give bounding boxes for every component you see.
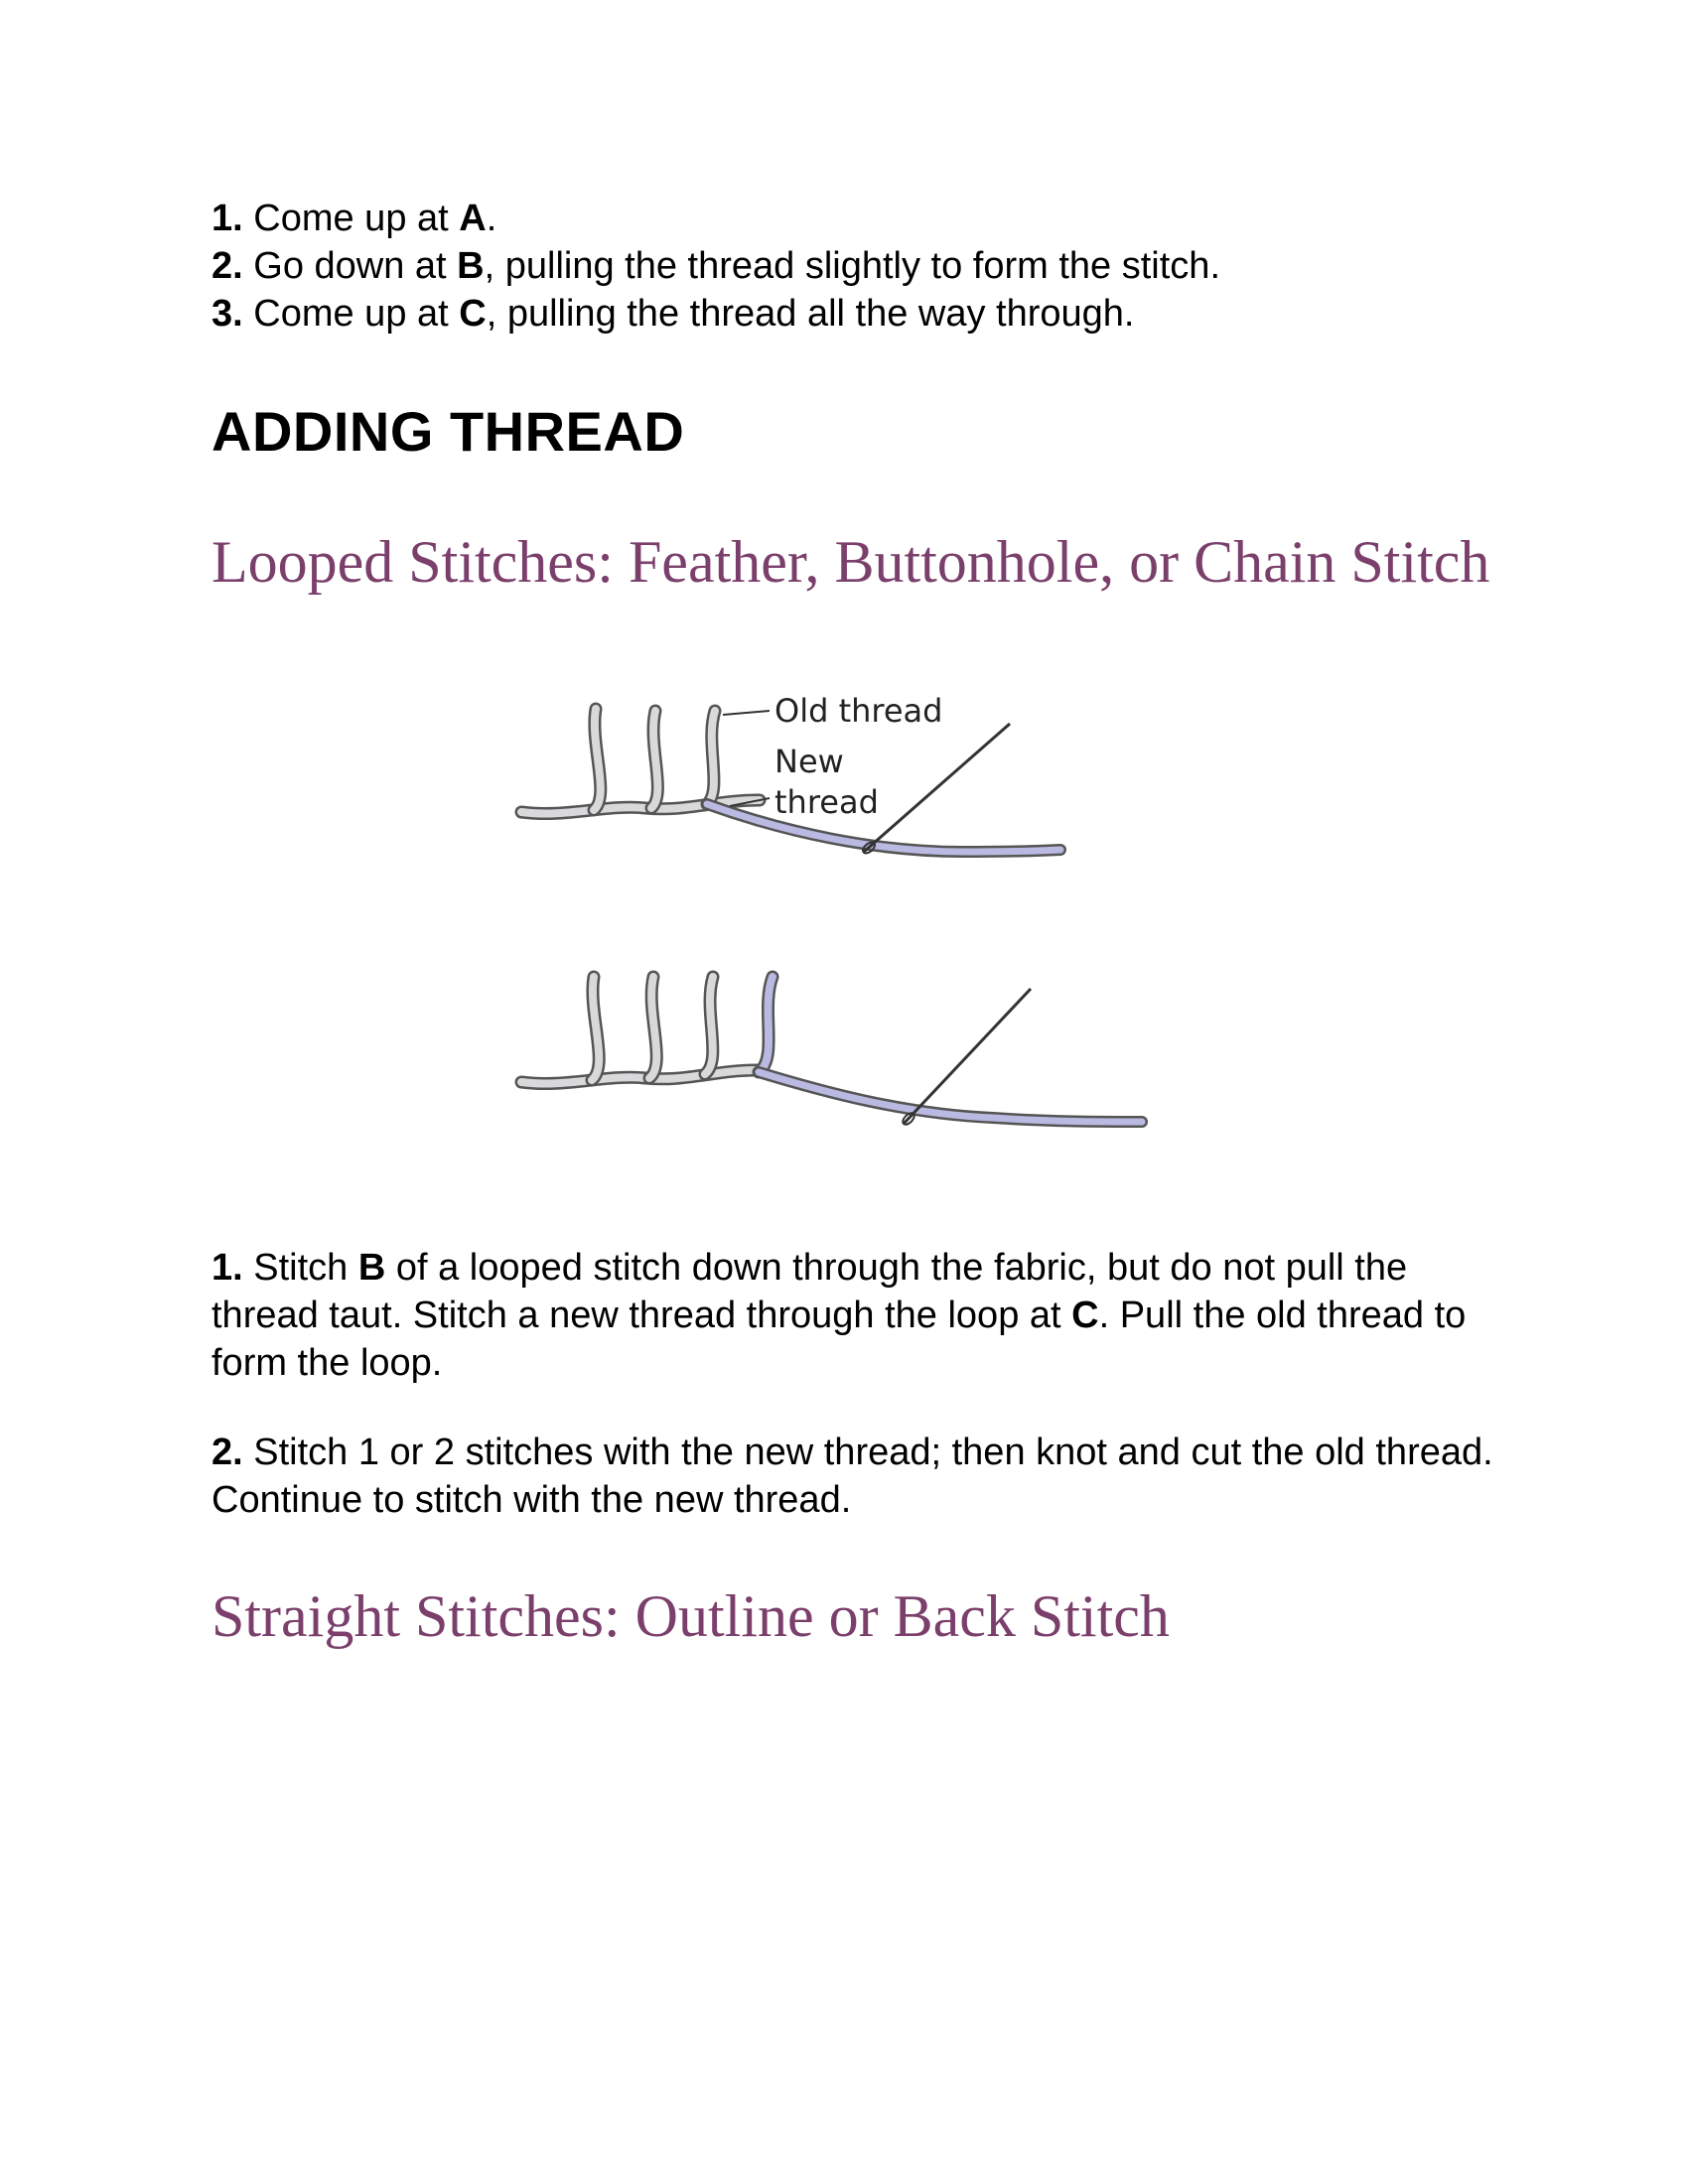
needle bbox=[904, 989, 1031, 1124]
step-text: , pulling the thread slightly to form the stitch. bbox=[484, 245, 1220, 287]
step-point-label: B bbox=[457, 245, 485, 287]
step-text: . bbox=[486, 198, 497, 239]
step-point-label: C bbox=[459, 293, 487, 335]
step-item bbox=[211, 242, 1502, 290]
label-leader-old bbox=[723, 711, 770, 715]
paragraph-point-label: C bbox=[1071, 1295, 1099, 1336]
label-new-thread-line1: New bbox=[774, 743, 844, 780]
step-number: 1. bbox=[211, 198, 243, 239]
new-thread-core bbox=[707, 804, 1060, 852]
thread-diagram bbox=[496, 685, 1192, 1171]
needle bbox=[864, 724, 1010, 852]
diagram-top bbox=[521, 692, 1060, 856]
step-item bbox=[211, 290, 1502, 338]
paragraph-text: . Pull the old thread to form the loop. bbox=[211, 1295, 1467, 1384]
paragraph-point-label: B bbox=[357, 1247, 386, 1289]
instruction-paragraph-1 bbox=[211, 1244, 1502, 1387]
paragraph-text: Stitch bbox=[242, 1247, 358, 1289]
step-text: Go down at bbox=[242, 245, 458, 287]
new-thread-core bbox=[759, 1072, 1142, 1122]
straight-stitches-heading: Straight Stitches: Outline or Back Stitch bbox=[211, 1583, 1170, 1649]
paragraph-number: 1. bbox=[211, 1247, 243, 1289]
label-new-thread-line2: thread bbox=[774, 783, 879, 821]
paragraph-text: Stitch 1 or 2 stitches with the new thread; then knot and cut the old thread. Continue to stitch with the new thread. bbox=[211, 1432, 1493, 1521]
step-point-label: A bbox=[459, 198, 487, 239]
stitch-steps-list bbox=[211, 195, 1502, 338]
step-text: , pulling the thread all the way through. bbox=[486, 293, 1135, 335]
step-number: 2. bbox=[211, 245, 243, 287]
paragraph-number: 2. bbox=[211, 1432, 243, 1473]
adding-thread-illustration bbox=[496, 685, 1192, 1171]
step-text: Come up at bbox=[242, 198, 460, 239]
paragraph-text: of a looped stitch down through the fabric, but do not pull the thread taut. Stitch a new thread through the loop at bbox=[211, 1247, 1408, 1336]
section-heading: ADDING THREAD bbox=[211, 400, 685, 463]
step-text: Come up at bbox=[242, 293, 460, 335]
instruction-paragraph-2 bbox=[211, 1429, 1502, 1524]
diagram-bottom bbox=[521, 977, 1142, 1127]
label-old-thread: Old thread bbox=[774, 692, 943, 730]
step-number: 3. bbox=[211, 293, 243, 335]
looped-stitches-heading: Looped Stitches: Feather, Buttonhole, or Chain Stitch bbox=[211, 529, 1490, 595]
step-item bbox=[211, 195, 1502, 242]
